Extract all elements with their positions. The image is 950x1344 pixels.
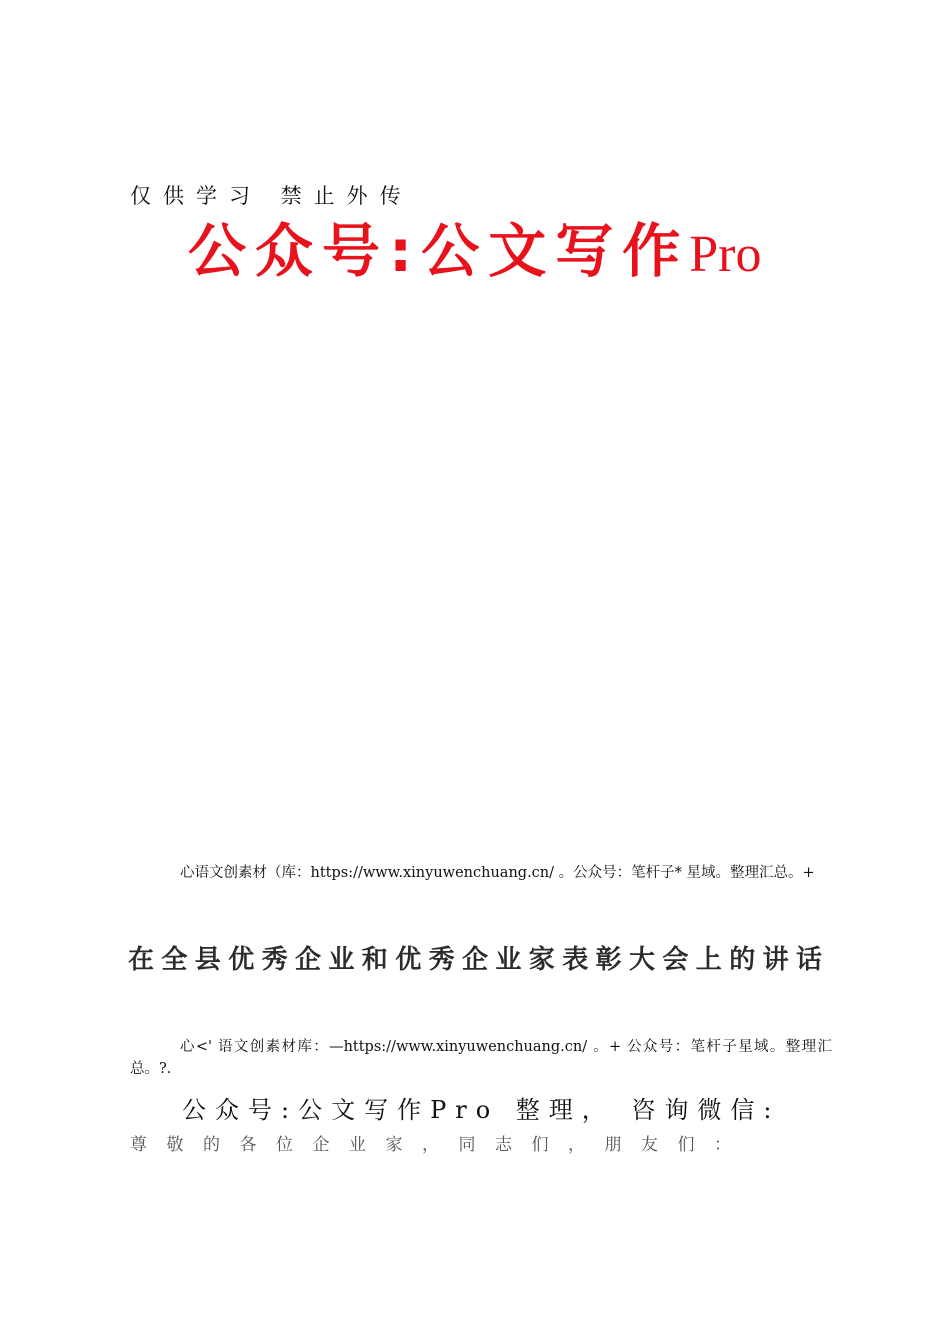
brand-name: 公众号:公文写作 [188,217,690,285]
brand-suffix: Pro [689,226,762,283]
brand-banner [188,217,762,285]
notice-text: 仅供学习 禁止外传 [130,184,413,208]
source-line-2: 心<' 语文创素材库：—https://www.xinyuwenchuang.cn/ 。+ 公众号：笔杆子星域。整理汇总。?. [130,1039,832,1077]
source-line-1: 心语文创素材（库：https://www.xinyuwenchuang.cn/ 。公众号：笔杆子* 星域。整理汇总。+ [180,865,815,881]
contact-line: 公众号:公文写作Pro 整理， 咨询微信: [182,1096,781,1124]
salutation: 尊敬的各位企业家，同志们，朋友们： [130,1135,751,1155]
document-title: 在全县优秀企业和优秀企业家表彰大会上的讲话 [128,945,830,975]
